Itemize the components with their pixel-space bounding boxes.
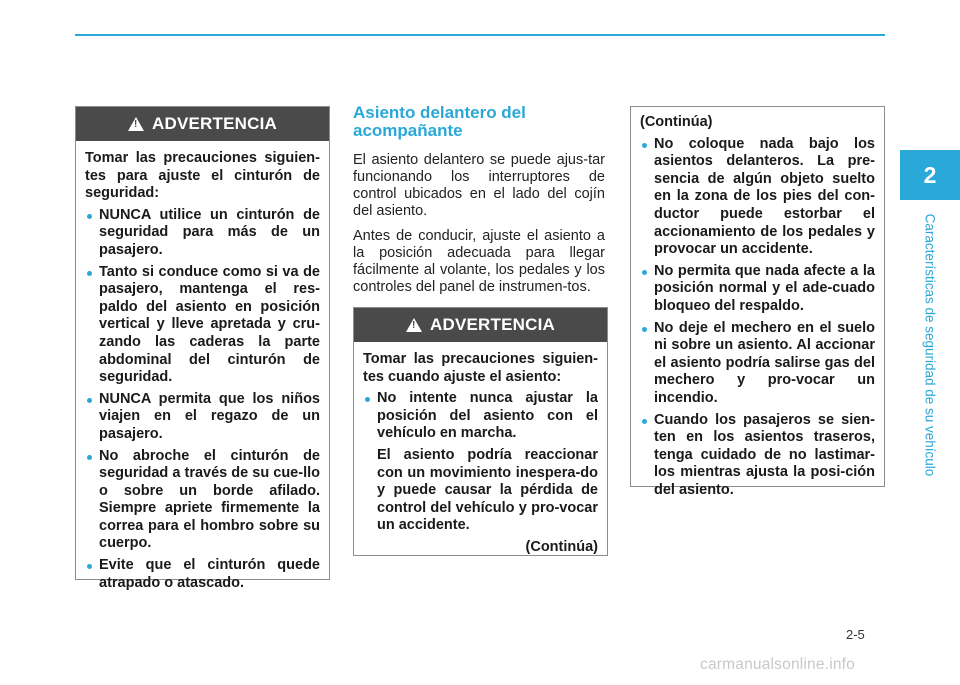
watermark: carmanualsonline.info <box>700 656 855 673</box>
list-item: Tanto si conduce como si va de pasajero, mantenga el res-paldo del asiento en posición vertical y lleve apretada y cru-zando las caderas la parte abdominal del cinturón de seguridad. <box>85 264 320 387</box>
list-item: No permita que nada afecte a la posición normal y el ade-cuado bloqueo del respaldo. <box>640 263 875 316</box>
list-item: Evite que el cinturón quede atrapado o atascado. <box>85 557 320 592</box>
list-item: No intente nunca ajustar la posición del asiento con el vehículo en marcha. <box>363 390 598 443</box>
page-number: 2-5 <box>846 627 865 642</box>
list-item: No deje el mechero en el suelo ni sobre un asiento. Al accionar el asiento podría salirse gas del mechero y pro-vocar un incendio. <box>640 320 875 408</box>
list-item: Cuando los pasajeros se sien-ten en los asientos traseros, tenga cuidado de no lastimar-los mientras ajusta la posi-ción del asiento. <box>640 412 875 500</box>
warning-header <box>76 107 329 141</box>
chapter-number: 2 <box>923 161 937 188</box>
list-item: No coloque nada bajo los asientos delanteros. La pre-sencia de algún objeto suelto en la zona de los pies del con-ductor puede estorbar el accionamiento de los pedales y provocar un accidente. <box>640 136 875 259</box>
warning-triangle-icon <box>406 318 422 332</box>
warning-box-seat <box>353 307 608 556</box>
section-passenger-seat <box>353 104 605 304</box>
continued-label: (Continúa) <box>525 538 598 555</box>
warning-box-continued <box>630 106 885 498</box>
chapter-title: Características de seguridad de su vehículo <box>922 213 938 477</box>
chapter-title-vertical <box>923 205 937 485</box>
warning-intro: Tomar las precauciones siguien-tes para ajuste el cinturón de seguridad: <box>85 150 320 202</box>
body-paragraph: El asiento delantero se puede ajus-tar funcionando los interruptores de control ubicados en el lado del cojín del asiento. <box>353 152 605 219</box>
top-rule <box>75 34 885 36</box>
warning-subparagraph: El asiento podría reaccionar con un movimiento inespera-do y puede causar la pérdida de control del vehículo y pro-vocar un accidente. <box>377 446 598 534</box>
list-item: No abroche el cinturón de seguridad a través de su cue-llo o sobre un borde afilado. Siempre apriete firmemente la correa para el hombro sobre su cuerpo. <box>85 448 320 554</box>
warning-heading: ADVERTENCIA <box>430 315 555 334</box>
list-item: NUNCA permita que los niños viajen en el regazo de un pasajero. <box>85 391 320 444</box>
warning-header <box>354 308 607 342</box>
warning-heading: ADVERTENCIA <box>152 114 277 133</box>
list-item: NUNCA utilice un cinturón de seguridad para más de un pasajero. <box>85 207 320 260</box>
section-title: Asiento delantero del acompañante <box>353 103 526 140</box>
warning-box-seatbelt <box>75 106 330 591</box>
continued-label: (Continúa) <box>640 114 713 130</box>
warning-triangle-icon <box>128 117 144 131</box>
body-paragraph: Antes de conducir, ajuste el asiento a la posición adecuada para llegar fácilmente al volante, los pedales y los controles del panel de instrumen-tos. <box>353 228 605 295</box>
warning-intro: Tomar las precauciones siguien-tes cuando ajuste el asiento: <box>363 351 598 385</box>
chapter-number-tab <box>900 150 960 200</box>
